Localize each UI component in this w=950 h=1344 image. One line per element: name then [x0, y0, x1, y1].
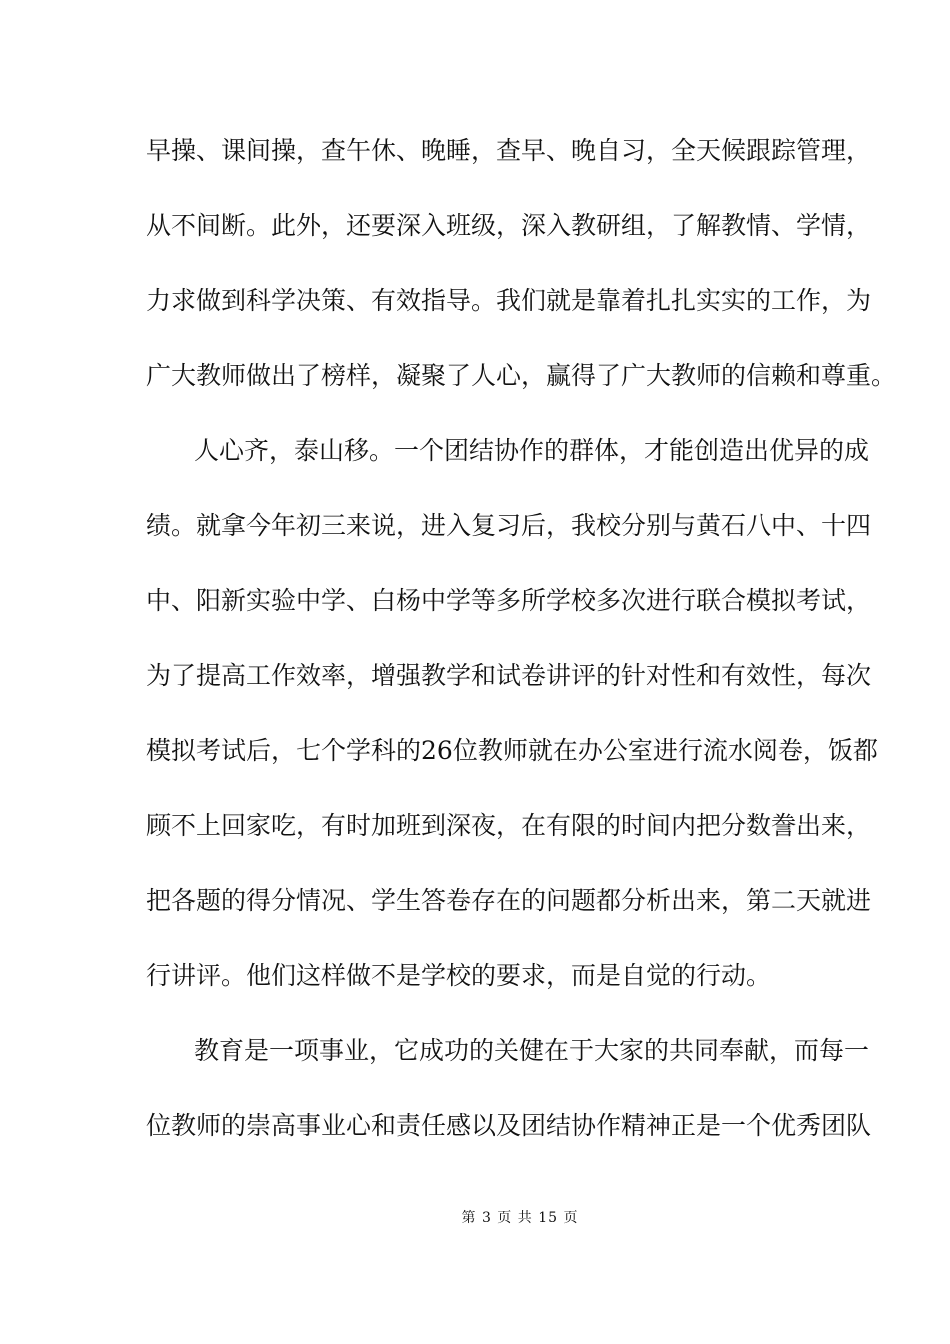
paragraph-line: 从不间断。此外，还要深入班级，深入教研组，了解教情、学情， [146, 211, 872, 240]
paragraph-line: 模拟考试后，七个学科的26位教师就在办公室进行流水阅卷，饭都 [146, 736, 878, 765]
paragraph-line: 教育是一项事业，它成功的关健在于大家的共同奉献，而每一 [194, 1036, 870, 1065]
paragraph-line: 广大教师做出了榜样，凝聚了人心，赢得了广大教师的信赖和尊重。 [146, 361, 897, 390]
paragraph-line: 人心齐，泰山移。一个团结协作的群体，才能创造出优异的成 [194, 436, 870, 465]
paragraph-line: 把各题的得分情况、学生答卷存在的问题都分析出来，第二天就进 [146, 886, 872, 915]
paragraph-line: 行讲评。他们这样做不是学校的要求，而是自觉的行动。 [146, 961, 772, 990]
paragraph-line: 中、阳新实验中学、白杨中学等多所学校多次进行联合模拟考试， [146, 586, 872, 615]
paragraph-line: 为了提高工作效率，增强教学和试卷讲评的针对性和有效性，每次 [146, 661, 872, 690]
paragraph-line: 位教师的崇高事业心和责任感以及团结协作精神正是一个优秀团队 [146, 1111, 872, 1140]
paragraph-line: 力求做到科学决策、有效指导。我们就是靠着扎扎实实的工作，为 [146, 286, 872, 315]
page-number-footer: 第 3 页 共 15 页 [461, 1210, 579, 1226]
paragraph-line: 早操、课间操，查午休、晚睡，查早、晚自习，全天候跟踪管理， [146, 136, 872, 165]
paragraph-line: 顾不上回家吃，有时加班到深夜，在有限的时间内把分数誊出来， [146, 811, 872, 840]
paragraph-line: 绩。就拿今年初三来说，进入复习后，我校分别与黄石八中、十四 [146, 511, 872, 540]
